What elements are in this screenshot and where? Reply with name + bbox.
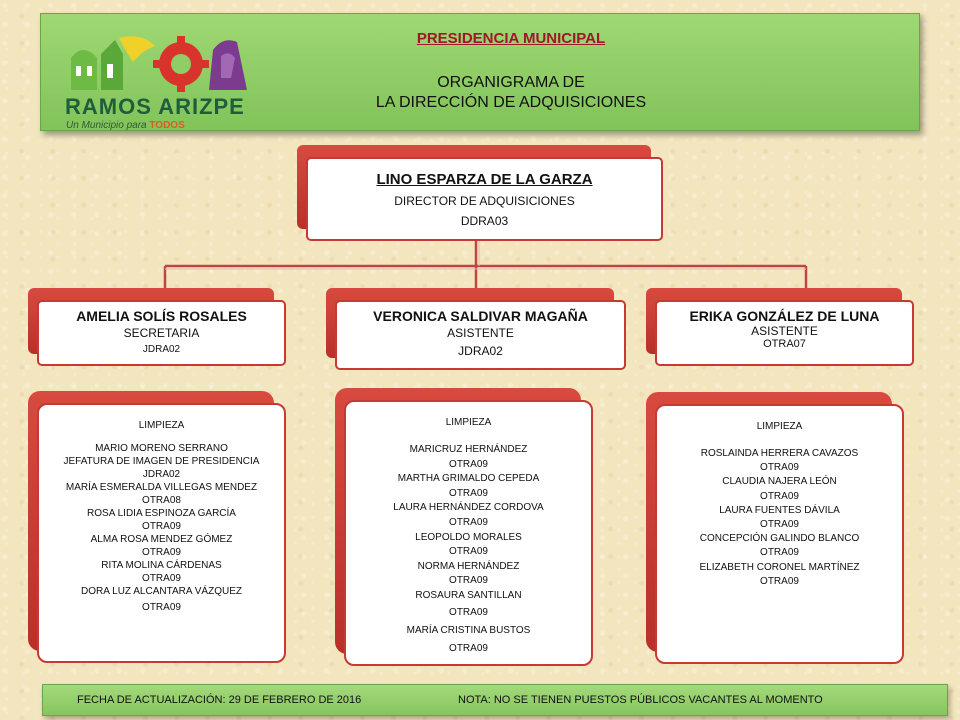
team-line: OTRA09 (449, 487, 488, 499)
logo-wordmark: RAMOS ARIZPE (65, 94, 245, 119)
director-name: LINO ESPARZA DE LA GARZA (376, 171, 593, 188)
team-line: OTRA09 (142, 521, 181, 532)
team-line: ROSAURA SANTILLAN (415, 589, 522, 601)
team-line: OTRA09 (449, 458, 488, 470)
page-title: PRESIDENCIA MUNICIPAL (416, 30, 606, 47)
team-line: JEFATURA DE IMAGEN DE PRESIDENCIA (63, 456, 260, 467)
team-line: NORMA HERNÁNDEZ (417, 560, 520, 572)
team-line: OTRA09 (760, 519, 799, 531)
team-line: OTRA09 (142, 602, 181, 613)
team-list-card (646, 392, 904, 664)
team-line: CLAUDIA NAJERA LEÓN (722, 476, 837, 488)
team-line: JDRA02 (142, 469, 181, 480)
assistant-role: ASISTENTE (751, 324, 818, 338)
team-list-card (28, 391, 286, 663)
assistant-card (326, 288, 626, 370)
team-members (39, 442, 284, 614)
team-line: OTRA09 (449, 516, 488, 528)
team-line: OTRA09 (449, 606, 488, 618)
assistant-code: OTRA07 (763, 338, 806, 350)
card-face (344, 400, 593, 666)
team-line: OTRA09 (760, 490, 799, 502)
team-line: DORA LUZ ALCANTARA VÁZQUEZ (81, 586, 242, 597)
assistant-code: JDRA02 (458, 344, 503, 358)
assistant-role: ASISTENTE (447, 326, 514, 340)
team-line: ROSLAINDA HERRERA CAVAZOS (700, 448, 859, 459)
card-face (306, 157, 663, 241)
page-subtitle-line2: LA DIRECCIÓN DE ADQUISICIONES (375, 94, 647, 111)
card-face (655, 300, 914, 366)
assistant-name: AMELIA SOLÍS ROSALES (76, 308, 247, 324)
team-line: LEOPOLDO MORALES (415, 531, 522, 543)
assistant-card (646, 288, 914, 366)
assistant-name: VERONICA SALDIVAR MAGAÑA (373, 308, 588, 324)
director-card (297, 145, 663, 241)
team-line: MARÍA ESMERALDA VILLEGAS MENDEZ (65, 482, 258, 493)
team-line: OTRA09 (142, 547, 181, 558)
team-title: LIMPIEZA (756, 421, 803, 432)
team-line: OTRA09 (760, 462, 799, 474)
card-face (37, 300, 286, 366)
team-line: OTRA09 (760, 547, 799, 559)
footer-bar (42, 684, 948, 716)
director-role: DIRECTOR DE ADQUISICIONES (394, 194, 575, 208)
team-line: OTRA09 (142, 573, 181, 584)
update-date-text: FECHA DE ACTUALIZACIÓN: 29 DE FEBRERO DE 2016 (77, 694, 362, 706)
assistant-role: SECRETARIA (123, 326, 200, 340)
team-list-card (335, 388, 593, 666)
team-line: MARIO MORENO SERRANO (95, 443, 228, 454)
director-code: DDRA03 (460, 214, 509, 228)
team-members (346, 443, 591, 656)
vacancy-note-text: NOTA: NO SE TIENEN PUESTOS PÚBLICOS VACANTES AL MOMENTO (458, 694, 823, 706)
team-line: LAURA FUENTES DÁVILA (719, 504, 840, 516)
page-subtitle-line1: ORGANIGRAMA DE (437, 74, 585, 91)
team-line: MARICRUZ HERNÁNDEZ (409, 444, 528, 455)
card-face (37, 403, 286, 663)
assistant-code: JDRA02 (142, 344, 181, 355)
team-line: MARÍA CRISTINA BUSTOS (406, 625, 531, 637)
team-line: OTRA09 (449, 546, 488, 558)
team-line: ALMA ROSA MENDEZ GÓMEZ (90, 534, 233, 545)
team-line: CONCEPCIÓN GALINDO BLANCO (699, 533, 860, 545)
team-line: OTRA08 (142, 495, 181, 506)
assistant-card (28, 288, 286, 366)
team-line: OTRA09 (760, 575, 799, 587)
team-line: RITA MOLINA CÁRDENAS (101, 560, 222, 571)
card-face (655, 404, 904, 664)
assistant-name: ERIKA GONZÁLEZ DE LUNA (689, 308, 880, 324)
team-line: ELIZABETH CORONEL MARTÍNEZ (699, 561, 860, 573)
team-title: LIMPIEZA (138, 420, 185, 431)
card-face (335, 300, 626, 370)
team-members (657, 447, 902, 589)
team-title: LIMPIEZA (445, 417, 492, 428)
team-line: OTRA09 (449, 575, 488, 587)
team-line: LAURA HERNÁNDEZ CORDOVA (393, 502, 544, 514)
logo-tagline: Un Municipio para TODOS (66, 120, 185, 131)
team-line: OTRA09 (449, 642, 488, 654)
team-line: ROSA LIDIA ESPINOZA GARCÍA (87, 508, 236, 519)
team-line: MARTHA GRIMALDO CEPEDA (397, 473, 540, 485)
